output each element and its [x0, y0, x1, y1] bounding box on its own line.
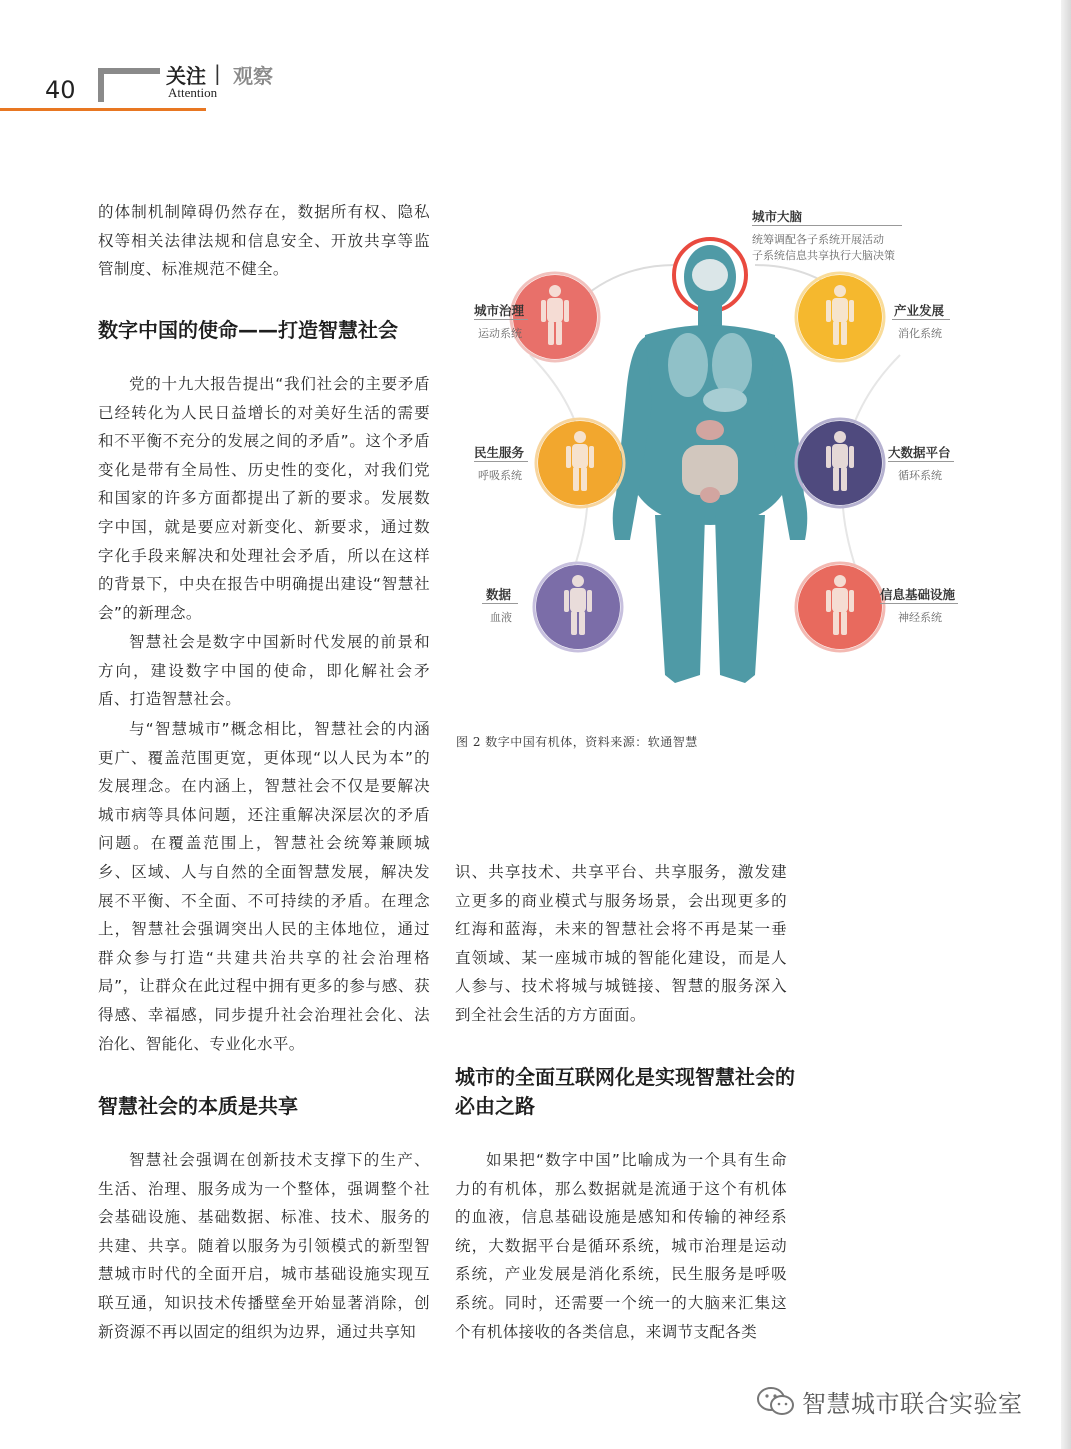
- label-data-sub: 血液: [490, 611, 512, 624]
- heading-internet: 城市的全面互联网化是实现智慧社会的必由之路: [455, 1065, 795, 1118]
- label-infrastructure-sub: 神经系统: [898, 611, 942, 624]
- label-industry: 产业发展: [894, 303, 945, 318]
- label-livelihood: 民生服务: [474, 445, 525, 460]
- label-bigdata-sub: 循环系统: [898, 469, 942, 482]
- heading-mission: 数字中国的使命——打造智慧社会: [98, 318, 398, 342]
- brain-desc-2: 子系统信息共享执行大脑决策: [752, 249, 895, 262]
- paragraph-intro: 的体制机制障碍仍然存在，数据所有权、隐私权等相关法律法规和信息安全、开放共享等监管制度、标准规范不健全。: [98, 203, 430, 279]
- label-rule: [892, 319, 950, 320]
- label-livelihood-sub: 呼吸系统: [478, 469, 522, 482]
- wechat-icon: [756, 1385, 796, 1419]
- label-bigdata: 大数据平台: [888, 445, 951, 460]
- section-subtitle: 观察: [233, 64, 273, 88]
- paragraph-mission-2: 智慧社会是数字中国新时代发展的前景和方向，建设数字中国的使命，即化解社会矛盾、打造智慧社会。: [98, 633, 430, 709]
- paragraph-organism: 如果把“数字中国”比喻成为一个具有生命力的有机体，那么数据就是流通于这个有机体的血液，信息基础设施是感知和传输的神经系统，大数据平台是循环系统，城市治理是运动系统，产业发展是消化系统，民生服务是呼吸系统。同时，还需要一个统一的大脑来汇集这个有机体接收的各类信息，来调节支配各类: [455, 1151, 787, 1341]
- brain-title-rule: [752, 225, 902, 226]
- label-city-governance-sub: 运动系统: [478, 327, 522, 340]
- header-rule: [0, 108, 206, 111]
- page-number: 40: [45, 76, 76, 104]
- paragraph-sharing-cont: 识、共享技术、共享平台、共享服务，激发建立更多的商业模式与服务场景，会出现更多的红海和蓝海，未来的智慧社会将不再是某一垂直领域、某一座城市城的智能化建设，而是人人参与、技术将城与城链接、智慧的服务深入到全社会生活的方方面面。: [455, 863, 787, 1024]
- header-bracket: [98, 68, 160, 102]
- organism-figure: [460, 195, 970, 695]
- brain-desc-1: 统筹调配各子系统开展活动: [752, 233, 884, 246]
- page-edge-shadow: [1061, 0, 1071, 1449]
- figure-caption: 图 2 数字中国有机体，资料来源：软通智慧: [456, 735, 698, 749]
- label-rule: [474, 319, 528, 320]
- watermark-text: 智慧城市联合实验室: [802, 1390, 1023, 1418]
- label-data: 数据: [486, 587, 512, 602]
- heading-sharing: 智慧社会的本质是共享: [98, 1094, 298, 1118]
- label-rule: [474, 461, 528, 462]
- section-separator: |: [214, 61, 221, 85]
- label-industry-sub: 消化系统: [898, 327, 942, 340]
- label-rule: [482, 603, 518, 604]
- label-rule: [888, 461, 954, 462]
- section-title: 关注: [166, 64, 206, 88]
- label-city-governance: 城市治理: [474, 303, 525, 318]
- brain-title: 城市大脑: [752, 209, 803, 224]
- paragraph-mission-3: 与“智慧城市”概念相比，智慧社会的内涵更广、覆盖范围更宽，更体现“以人民为本”的发展理念。在内涵上，智慧社会不仅是要解决城市病等具体问题，还注重解决深层次的矛盾问题。在覆盖范围上，智慧社会统筹兼顾城乡、区域、人与自然的全面智慧发展，解决发展不平衡、不全面、不可持续的矛盾。在理念上，智慧社会强调突出人民的主体地位，通过群众参与打造“共建共治共享的社会治理格局”，让群众在此过程中拥有更多的参与感、获得感、幸福感，同步提升社会治理社会化、法治化、智能化、专业化水平。: [98, 720, 430, 1053]
- label-rule: [880, 603, 958, 604]
- watermark: [756, 1384, 1023, 1419]
- paragraph-sharing: 智慧社会强调在创新技术支撑下的生产、生活、治理、服务成为一个整体，强调整个社会基础设施、基础数据、标准、技术、服务的共建、共享。随着以服务为引领模式的新型智慧城市时代的全面开启，城市基础设施实现互联互通，知识技术传播壁垒开始显著消除，创新资源不再以固定的组织为边界，通过共享知: [98, 1151, 430, 1341]
- label-infrastructure: 信息基础设施: [880, 587, 956, 602]
- paragraph-mission-1: 党的十九大报告提出“我们社会的主要矛盾已经转化为人民日益增长的对美好生活的需要和不平衡不充分的发展之间的矛盾”。这个矛盾变化是带有全局性、历史性的变化，对我们党和国家的许多方面都提出了新的要求。发展数字中国，就是要应对新变化、新要求，通过数字化手段来解决和处理社会矛盾，所以在这样的背景下，中央在报告中明确提出建设“智慧社会”的新理念。: [98, 375, 430, 622]
- section-english: Attention: [168, 85, 218, 100]
